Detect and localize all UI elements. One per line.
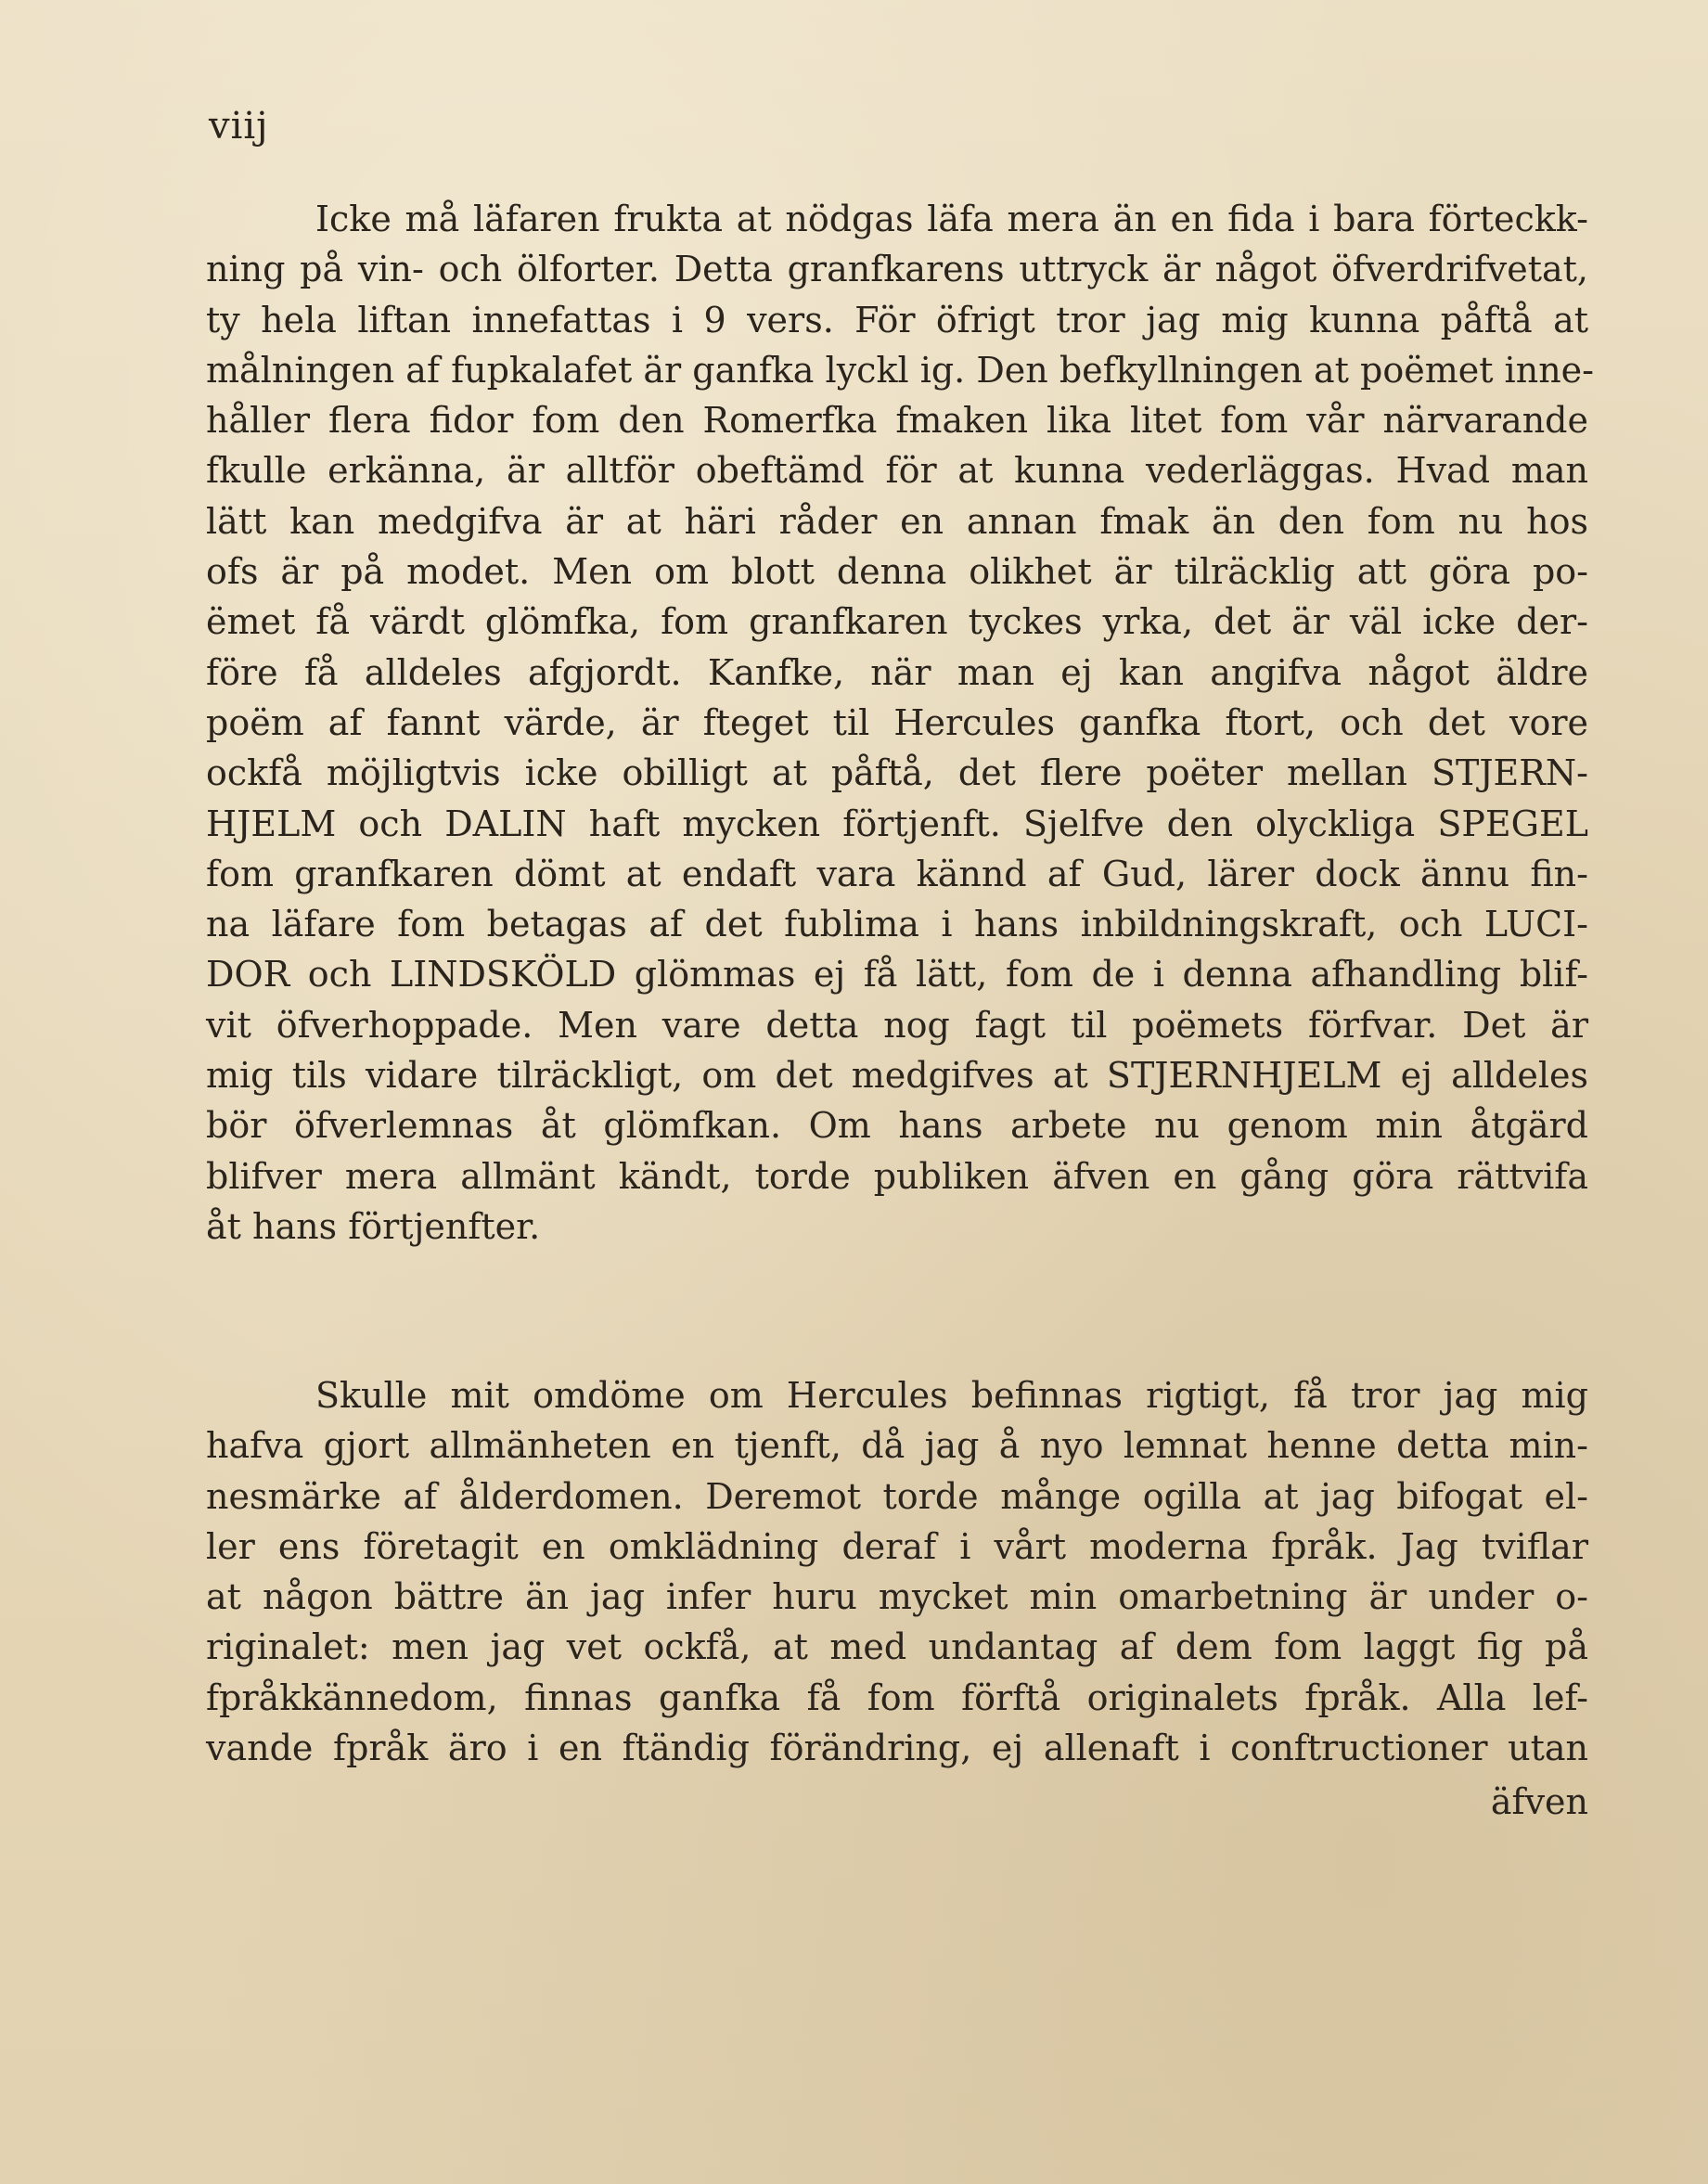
text-line: vit öfverhoppade. Men vare detta nog fagt til poëmets förfvar. Det är xyxy=(206,1004,1588,1046)
paragraph-2 xyxy=(206,1370,1588,1773)
text-line: bör öfverlemnas åt glömfkan. Om hans arbete nu genom min åtgärd xyxy=(206,1105,1588,1147)
text-line: vande fpråk äro i en ftändig förändring, ej allenaft i conftructioner utan xyxy=(206,1728,1588,1769)
text-line: DOR och LINDSKÖLD glömmas ej få lätt, fom de i denna afhandling blif- xyxy=(206,954,1588,996)
text-line: ning på vin- och ölforter. Detta granfkarens uttryck är något öfverdrifvetat, xyxy=(206,249,1588,290)
text-line: fom granfkaren dömt at endaft vara kännd af Gud, lärer dock ännu fin- xyxy=(206,853,1588,894)
text-line: at någon bättre än jag infer huru mycket min omarbetning är under o- xyxy=(206,1576,1588,1618)
text-line: na läfare fom betagas af det fublima i hans inbildningskraft, och LUCI- xyxy=(206,904,1588,945)
text-line: ëmet få värdt glömfka, fom granfkaren tyckes yrka, det är väl icke der- xyxy=(206,601,1588,643)
paragraph-1 xyxy=(206,194,1594,1252)
text-line: nesmärke af ålderdomen. Deremot torde månge ogilla at jag bifogat el- xyxy=(206,1475,1588,1517)
text-line: Skulle mit omdöme om Hercules befinnas rigtigt, få tror jag mig xyxy=(315,1375,1588,1416)
text-line: HJELM och DALIN haft mycken förtjenft. Sjelfve den olyckliga SPEGEL xyxy=(206,803,1588,844)
text-line: mig tils vidare tilräckligt, om det medgifves at STJERNHJELM ej alldeles xyxy=(206,1055,1588,1097)
text-line: blifver mera allmänt kändt, torde publiken äfven en gång göra rättvifa xyxy=(206,1155,1588,1197)
text-line: Icke må läfaren frukta at nödgas läfa mera än en fida i bara förteckk- xyxy=(315,199,1588,239)
catchword: äfven xyxy=(1490,1781,1588,1822)
text-line: hafva gjort allmänheten en tjenft, då jag å nyo lemnat henne detta min- xyxy=(206,1425,1588,1467)
text-line: riginalet: men jag vet ockfå, at med undantag af dem fom laggt fig på xyxy=(206,1626,1588,1668)
text-line: ockfå möjligtvis icke obilligt at påftå, det flere poëter mellan STJERN- xyxy=(206,752,1588,794)
text-line: håller flera fidor fom den Romerfka fmaken lika litet fom vår närvarande xyxy=(206,400,1588,442)
page-number: viij xyxy=(209,105,269,148)
text-line: ofs är på modet. Men om blott denna olikhet är tilräcklig att göra po- xyxy=(206,551,1588,593)
text-line: före få alldeles afgjordt. Kanfke, när man ej kan angifva något äldre xyxy=(206,651,1588,693)
text-line: fpråkkännedom, finnas ganfka få fom förftå originalets fpråk. Alla lef- xyxy=(206,1677,1588,1718)
text-line: målningen af fupkalafet är ganfka lyckl ig. Den befkyllningen at poëmet inne- xyxy=(206,349,1594,391)
text-line: ty hela liftan innefattas i 9 vers. För öfrigt tror jag mig kunna påftå at xyxy=(206,299,1588,340)
text-line: poëm af fannt värde, är fteget til Hercules ganfka ftort, och det vore xyxy=(206,701,1588,743)
text-line: lätt kan medgifva är at häri råder en annan fmak än den fom nu hos xyxy=(206,500,1588,542)
text-line: åt hans förtjenfter. xyxy=(206,1205,541,1247)
text-line: fkulle erkänna, är alltför obeftämd för at kunna vederläggas. Hvad man xyxy=(206,450,1588,492)
text-line: ler ens företagit en omklädning deraf i vårt moderna fpråk. Jag tviflar xyxy=(206,1525,1588,1567)
